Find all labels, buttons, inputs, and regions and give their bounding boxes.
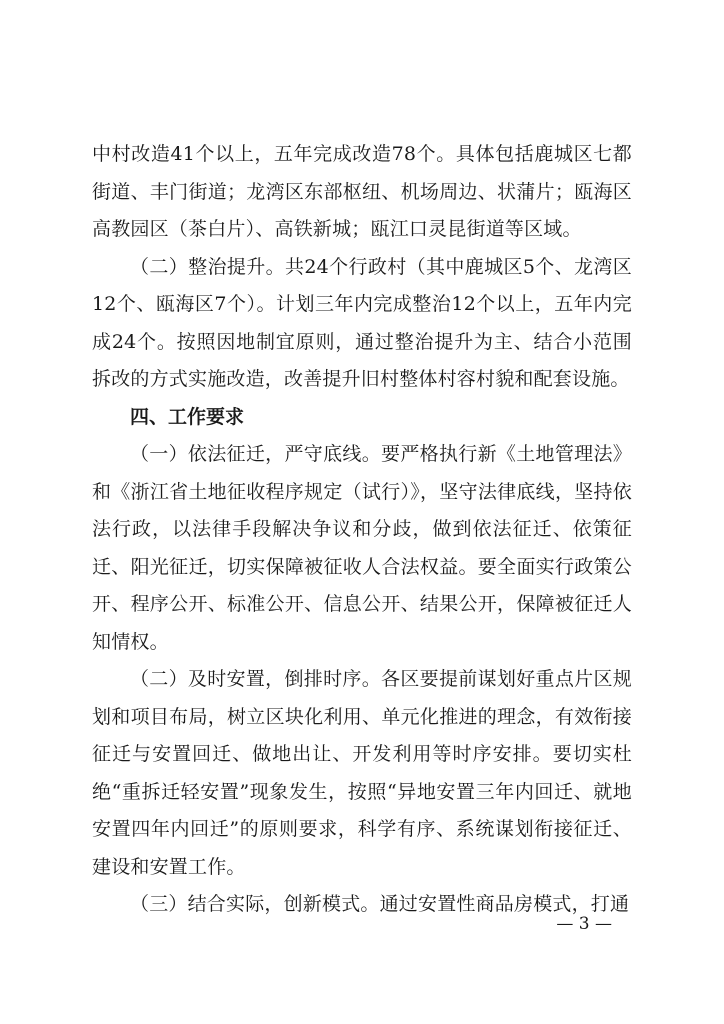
paragraph-requirement-timely-resettlement: （二）及时安置，倒排时序。各区要提前谋划好重点片区规划和项目布局，树立区块化利用、单元化推进的理念，有效衔接征迁与安置回迁、做地出让、开发利用等时序安排。要切实杜绝“重拆迁轻安置”现象发生，按照“异地安置三年内回迁、就地安置四年内回迁”的原则要求，科学有序、系统谋划衔接征迁、建设和安置工作。 bbox=[92, 668, 632, 878]
section-heading-work-requirements: 四、工作要求 bbox=[130, 405, 245, 428]
paragraph-rectification-upgrade: （二）整治提升。共24个行政村（其中鹿城区5个、龙湾区12个、瓯海区7个）。计划三年内完成整治12个以上，五年内完成24个。按照因地制宜原则，通过整治提升为主、结合小范围拆改的方式实施改造，改善提升旧村整体村容村貌和配套设施。 bbox=[92, 255, 632, 390]
paragraph-requirement-lawful-relocation: （一）依法征迁，严守底线。要严格执行新《土地管理法》和《浙江省土地征收程序规定（试行）》，坚守法律底线，坚持依法行政，以法律手段解决争议和分歧，做到依法征迁、依策征迁、阳光征迁，切实保障被征收人合法权益。要全面实行政策公开、程序公开、标准公开、信息公开、结果公开，保障被征迁人知情权。 bbox=[92, 443, 632, 653]
paragraph-village-renovation-continued: 中村改造41个以上，五年完成改造78个。具体包括鹿城区七都街道、丰门街道；龙湾区东部枢纽、机场周边、状蒲片；瓯海区高教园区（茶白片）、高铁新城；瓯江口灵昆街道等区域。 bbox=[92, 143, 632, 240]
paragraph-requirement-innovative-model: （三）结合实际，创新模式。通过安置性商品房模式，打通 bbox=[130, 893, 630, 915]
page-number: — 3 — bbox=[556, 914, 612, 934]
document-body bbox=[92, 136, 632, 924]
